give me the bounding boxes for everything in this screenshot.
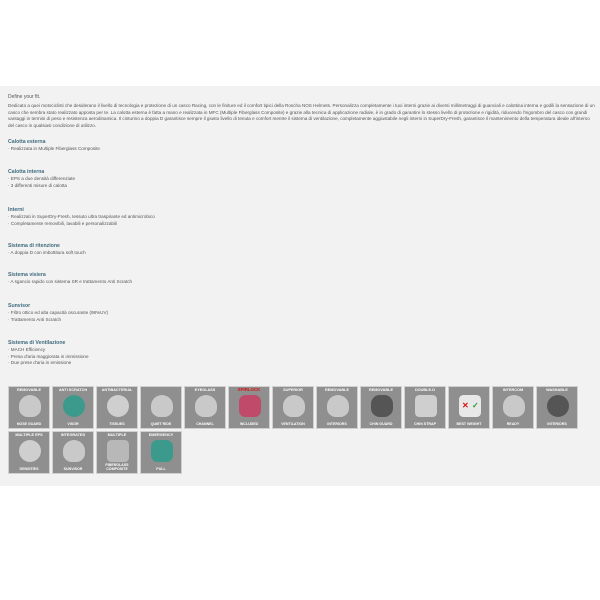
chin-strap-icon bbox=[415, 395, 437, 417]
section-sistema-ventilazione bbox=[8, 340, 89, 367]
badge-top-label: DOUBLE-D bbox=[414, 388, 436, 392]
eyeglass-icon bbox=[195, 395, 217, 417]
badge-bottom-label: VISOR bbox=[67, 422, 79, 426]
badge-washable-interiors bbox=[536, 386, 578, 429]
intro-paragraph: Dedicato a quei motociclisti che desiderano il livello di tecnologia e protezione di un casco Racing, con le finiture ed il comfort tipici della Roscha NOS Helmets. Personalizza completamente i tuoi interni grazie ai diversi millimetraggi di guanciali e calottina interna e godili la sensazione di un casco che sembra stato realizzato apposta per te. La calotta esterna è fatta a mano e realizzata in MFC (Multiple Fiberglass Composite) e grazie alla tecnica di applicazione radiale, è in grado di garantire lo stesso livello di protezione e rigidità, riducendo l'ingombro del casco con grandi vantaggi in termini di peso e resistenza aerodinamica. Il cinturino a doppia D garantisce sempre il giusto livello di tenuta e comfort mentre il sistema di ventilazione, completamente aggiustabile negli interni in SuperDry-Fresh, garantisce il mantenimento della temperatura ideale all'interno del casco in qualsiasi condizione di utilizzo. bbox=[8, 103, 595, 128]
badge-top-label: SUPERIOR bbox=[283, 388, 303, 392]
quiet-helmet-icon bbox=[151, 395, 173, 417]
section-line: · Due prese d'aria in emissione bbox=[8, 360, 72, 366]
washable-icon bbox=[547, 395, 569, 417]
badge-top-label: INTERCOM bbox=[502, 388, 524, 392]
cross-icon: ✕ bbox=[462, 401, 469, 410]
eps-icon bbox=[19, 440, 41, 462]
badge-integrated-sunvisor bbox=[52, 431, 94, 474]
badge-top-label: ANTI SCRATCH bbox=[58, 388, 88, 392]
section-title: Calotta interna bbox=[8, 169, 45, 175]
badge-top-label: MULTIPLE bbox=[107, 433, 127, 437]
badge-multiple-eps-densities bbox=[8, 431, 50, 474]
badge-bottom-label: CHIN STRAP bbox=[414, 422, 436, 426]
interiors-icon bbox=[327, 395, 349, 417]
badge-spirlock-included bbox=[228, 386, 270, 429]
intro-block bbox=[8, 94, 596, 129]
helmet-icon bbox=[19, 395, 41, 417]
badge-bottom-label: NOSE GUARD bbox=[16, 422, 42, 426]
section-line: · Trattamento Anti Scratch bbox=[8, 316, 62, 322]
section-line: · A sgancio rapido con sistema SR e trattamento Anti Scratch bbox=[8, 279, 133, 284]
badge-anti-scratch-visor bbox=[52, 386, 94, 429]
badge-antibacterial-tissues bbox=[96, 386, 138, 429]
badge-top-label: REMOVABLE bbox=[369, 388, 393, 392]
badge-bottom-label: QUIET RIDE bbox=[150, 422, 172, 426]
sunvisor-icon bbox=[63, 440, 85, 462]
chin-guard-icon bbox=[371, 395, 393, 417]
badge-quiet-ride bbox=[140, 386, 182, 429]
badge-top-label: SPIRLOCK bbox=[237, 387, 261, 392]
badge-multiple-fiberglass-composite bbox=[96, 431, 138, 474]
section-line: · MACH Efficiency bbox=[8, 347, 46, 352]
badge-top-label: EMERGENCY bbox=[148, 433, 174, 437]
section-calotta-interna bbox=[8, 169, 75, 189]
badge-bottom-label: CHIN GUARD bbox=[369, 422, 393, 426]
spirlock-icon bbox=[239, 395, 261, 417]
ventilation-icon bbox=[283, 395, 305, 417]
section-line: · A doppia D con imbottitura soft touch bbox=[8, 250, 86, 255]
section-sistema-ritenzione bbox=[8, 243, 86, 257]
badge-best-weight bbox=[448, 386, 490, 429]
badge-bottom-label: SUNVISOR bbox=[63, 467, 83, 471]
badge-bottom-label: FIBERGLASS COMPOSITE bbox=[105, 463, 129, 471]
section-sistema-visiera bbox=[8, 272, 132, 286]
section-line: · Completamente removibili, lavabili e personalizzabili bbox=[8, 220, 118, 226]
badge-double-d-chin-strap bbox=[404, 386, 446, 429]
badge-removable-nose-guard bbox=[8, 386, 50, 429]
badge-intercom-ready bbox=[492, 386, 534, 429]
emergency-icon bbox=[151, 440, 173, 462]
section-line: · Realizzati in SuperDry-Fresh, tessuto ultra traspirante ed antimicrobico bbox=[8, 214, 155, 219]
section-title: Sunvisor bbox=[8, 303, 31, 309]
badge-top-label: EYEGLASS bbox=[194, 388, 216, 392]
section-line: · Realizzata in Multiple Fiberglass Composite bbox=[8, 146, 100, 151]
intro-title: Define your fit. bbox=[8, 94, 41, 100]
badge-top-label: INTEGRATED bbox=[60, 433, 86, 437]
section-line: · EPS a due densità differenziate bbox=[8, 176, 76, 181]
section-line: · 3 differenti misure di calotta bbox=[8, 182, 67, 188]
badge-top-label: ANTIBACTERIAL bbox=[101, 388, 133, 392]
section-interni bbox=[8, 207, 155, 227]
badge-bottom-label: PULL bbox=[156, 467, 166, 471]
badge-top-label: WASHABLE bbox=[546, 388, 568, 392]
check-icon: ✓ bbox=[472, 401, 479, 410]
badge-bottom-label: INTERIORS bbox=[327, 422, 347, 426]
badge-superior-ventilation bbox=[272, 386, 314, 429]
badge-top-label: REMOVABLE bbox=[17, 388, 41, 392]
bacteria-icon bbox=[107, 395, 129, 417]
badge-bottom-label: DENSITIES bbox=[19, 467, 39, 471]
section-line: · Presa d'aria maggiorata in immissione bbox=[8, 353, 89, 359]
section-line: · Filtro ottico ed alta capacità oscurante (98%UV) bbox=[8, 310, 109, 315]
badge-removable-interiors bbox=[316, 386, 358, 429]
badge-bottom-label: READY bbox=[506, 422, 520, 426]
section-title: Sistema visiera bbox=[8, 272, 46, 278]
badge-bottom-label: CHANNEL bbox=[196, 422, 214, 426]
badge-top-label: REMOVABLE bbox=[325, 388, 349, 392]
badge-top-label: MULTIPLE EPS bbox=[15, 433, 43, 437]
badge-bottom-label: INCLUDED bbox=[239, 422, 259, 426]
badge-bottom-label: BEST WEIGHT bbox=[456, 422, 482, 426]
section-title: Sistema di ritenzione bbox=[8, 243, 60, 249]
section-sunvisor bbox=[8, 303, 108, 323]
badge-eyeglass-channel bbox=[184, 386, 226, 429]
section-title: Calotta esterna bbox=[8, 139, 46, 145]
section-title: Interni bbox=[8, 207, 24, 213]
intercom-icon bbox=[503, 395, 525, 417]
badge-bottom-label: VENTILATION bbox=[281, 422, 305, 426]
section-calotta-esterna bbox=[8, 139, 100, 153]
section-title: Sistema di Ventilazione bbox=[8, 340, 66, 346]
visor-icon bbox=[63, 395, 85, 417]
badge-removable-chin-guard bbox=[360, 386, 402, 429]
badge-bottom-label: INTERIORS bbox=[547, 422, 567, 426]
badge-bottom-label: TISSUES bbox=[109, 422, 125, 426]
badge-emergency-pull bbox=[140, 431, 182, 474]
fiberglass-icon bbox=[107, 440, 129, 462]
